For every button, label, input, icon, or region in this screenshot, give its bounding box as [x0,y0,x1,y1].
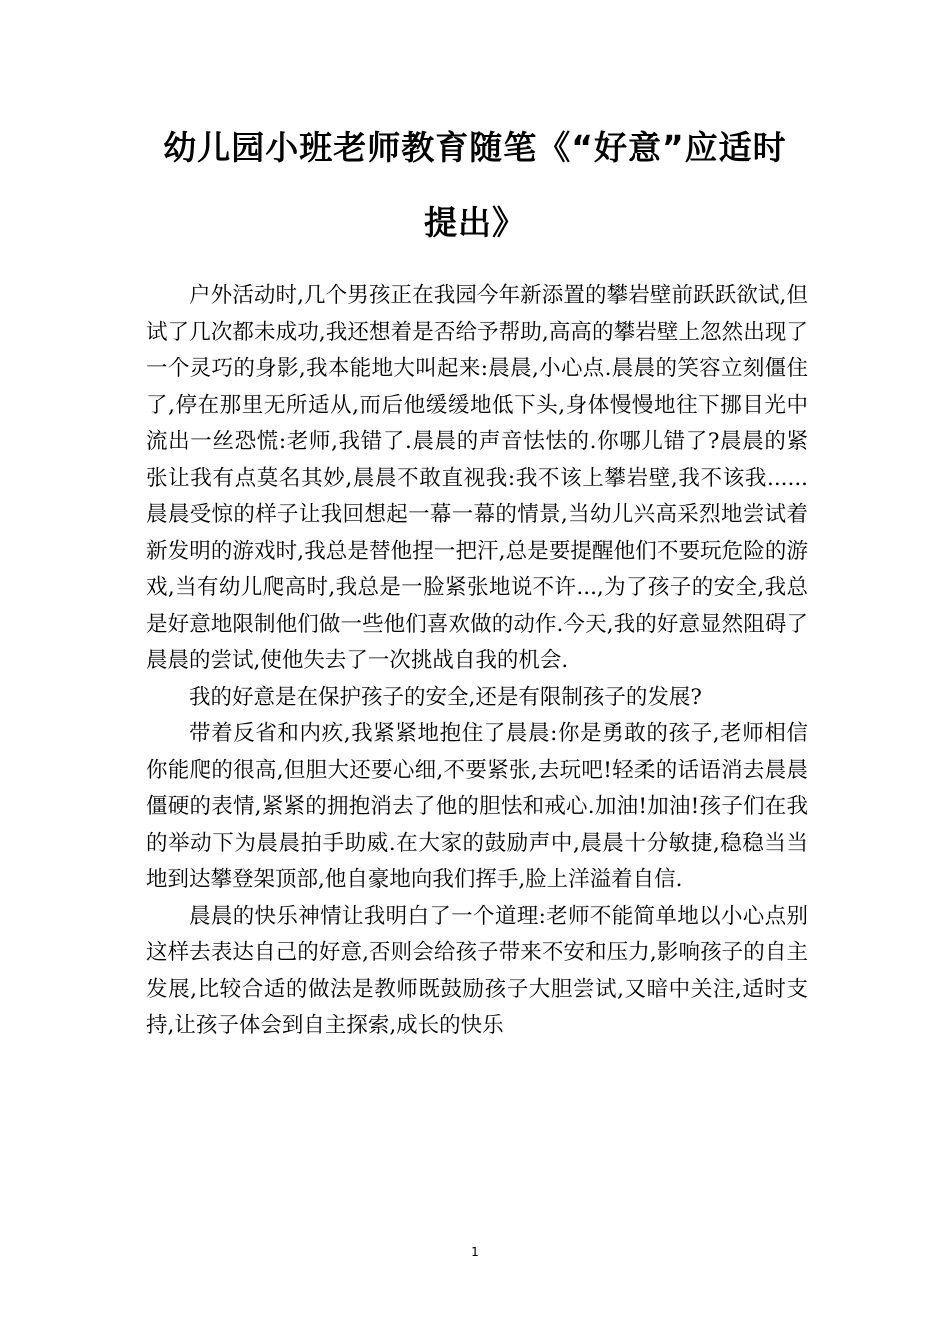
document-body [146,278,808,1045]
document-title-line-2: 提出》 [424,203,526,242]
document-title-line-1: 幼儿园小班老师教育随笔《“好意”应适时 [163,128,787,167]
page-number: 1 [471,1245,479,1259]
body-paragraph: 带着反省和内疚,我紧紧地抱住了晨晨:你是勇敢的孩子,老师相信你能爬的很高,但胆大还要心细,不要紧张,去玩吧!轻柔的话语消去晨晨僵硬的表情,紧紧的拥抱消去了他的胆怯和戒心.加油!加油!孩子们在我的举动下为晨晨拍手助威.在大家的鼓励声中,晨晨十分敏捷,稳稳当当地到达攀登架顶部,他自豪地向我们挥手,脸上洋溢着自信. [146,721,808,892]
body-paragraph: 晨晨的快乐神情让我明白了一个道理:老师不能简单地以小心点别这样去表达自己的好意,否则会给孩子带来不安和压力,影响孩子的自主发展,比较合适的做法是教师既鼓励孩子大胆尝试,又暗中关注,适时支持,让孩子体会到自主探索,成长的快乐 [146,903,808,1038]
body-paragraph: 户外活动时,几个男孩正在我园今年新添置的攀岩壁前跃跃欲试,但试了几次都未成功,我还想着是否给予帮助,高高的攀岩壁上忽然出现了一个灵巧的身影,我本能地大叫起来:晨晨,小心点.晨晨的笑容立刻僵住了,停在那里无所适从,而后他缓缓地低下头,身体慢慢地往下挪目光中流出一丝恐慌:老师,我错了.晨晨的声音怯怯的.你哪儿错了?晨晨的紧张让我有点莫名其妙,晨晨不敢直视我:我不该上攀岩壁,我不该我......晨晨受惊的样子让我回想起一幕一幕的情景,当幼儿兴高采烈地尝试着新发明的游戏时,我总是替他捏一把汗,总是要提醒他们不要玩危险的游戏,当有幼儿爬高时,我总是一脸紧张地说不许...,为了孩子的安全,我总是好意地限制他们做一些他们喜欢做的动作.今天,我的好意显然阻碍了晨晨的尝试,使他失去了一次挑战自我的机会. [146,283,808,673]
body-paragraph: 我的好意是在保护孩子的安全,还是有限制孩子的发展? [189,684,702,710]
